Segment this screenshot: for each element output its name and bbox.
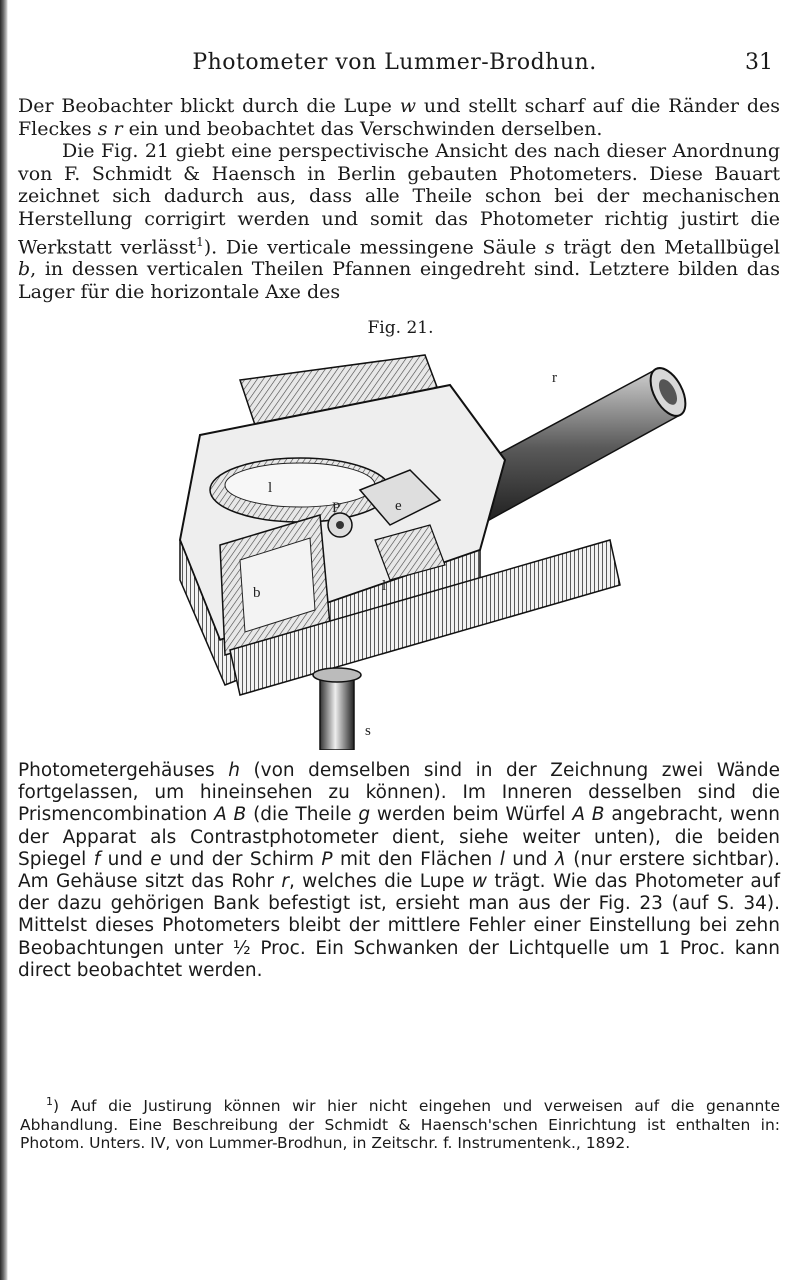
running-title: Photometer von Lummer-Brodhun. — [192, 50, 597, 75]
symbol-h: h — [228, 760, 240, 781]
symbol-ab: A B — [214, 804, 247, 826]
footnote-text: ) Auf die Justirung können wir hier nicht eingehen und verweisen auf die genannte Abhandlung. Eine Beschreibung der Schmidt & Haensch'schen Einrichtung ist enthalten in: Photom. Unters. IV, von Lummer-Brodhun, in Zeitschr. f. Instrumentenk., 1892. — [20, 1097, 780, 1153]
text-run: und — [504, 848, 555, 870]
text-run: ). Die verticale messingene Säule — [203, 235, 546, 258]
figure-21-photometer-illustration — [150, 340, 700, 750]
symbol-ab: A B — [572, 804, 605, 826]
footnote-mark: 1 — [46, 1095, 53, 1108]
column-s — [320, 675, 354, 750]
label-r: r — [552, 370, 557, 386]
label-b: b — [253, 585, 261, 601]
symbol-w: w — [471, 871, 488, 893]
text-run: ein und beobachtet das Verschwinden derselben. — [122, 117, 603, 140]
text-run: Photometergehäuses — [18, 760, 229, 781]
text-run: werden beim Würfel — [370, 804, 573, 826]
book-spine-shadow — [0, 0, 8, 1280]
page-header — [16, 50, 773, 84]
text-run: Die Fig. 21 giebt eine perspectivische Ansicht des nach dieser Anordnung von F. Schmidt & Haensch in Berlin gebauten Photometers. Diese Bauart zeichnet sich dadurch aus, dass alle Theile schon bei der mechanischen Herstellung corrigirt werden und somit das Photometer richtig justirt die Werkstatt verlässt — [18, 140, 780, 258]
text-run: , in dessen verticalen Theilen Pfannen eingedreht sind. Letztere bilden das Lager für die horizontale Axe des — [18, 258, 780, 304]
paragraph-1 — [18, 95, 780, 304]
symbol-s: s — [545, 235, 555, 258]
text-run: und — [100, 848, 151, 870]
text-run: (von demselben sind in der Zeichnung zwei Wände fortgelassen, um hineinsehen zu können). Im Inneren desselben sind die Prismencombination — [18, 760, 780, 826]
text-run: (die Theile — [246, 804, 359, 826]
footnote-reference: 1 — [196, 234, 204, 249]
symbol-r: r — [281, 871, 289, 893]
label-p: P — [332, 500, 341, 516]
symbol-lambda: λ — [554, 848, 566, 870]
text-run: angebracht, wenn der Apparat als Contrastphotometer dient, siehe weiter unten), die beiden Spiegel — [18, 804, 781, 870]
text-run: trägt. Wie das Photometer auf der dazu gehörigen Bank befestigt ist, ersieht man aus der Fig. 23 (auf S. 34). Mittelst dieses Photometers bleibt der mittlere Fehler einer Einstellung bei zehn Beobachtungen unter ½ Proc. Ein Schwanken der Lichtquelle um 1 Proc. kann direct beobachtet werden. — [18, 871, 780, 981]
label-l-upper: l — [268, 480, 273, 496]
footnote-1 — [20, 1093, 780, 1153]
symbol-e: e — [150, 848, 162, 870]
photometer-engraving — [150, 340, 700, 750]
text-run: , welches die Lupe — [288, 871, 472, 893]
text-run: (nur erstere sichtbar). Am Gehäuse sitzt das Rohr — [18, 848, 780, 893]
symbol-p: P — [321, 848, 333, 870]
text-run: mit den Flächen — [332, 848, 500, 870]
symbol-w: w — [399, 95, 417, 117]
text-run: trägt den Metallbügel — [554, 235, 780, 258]
label-l-lower: l — [382, 578, 387, 594]
text-run: und stellt scharf auf die Ränder des Fleckes — [18, 95, 781, 140]
symbol-g: g — [358, 804, 371, 826]
page-number: 31 — [745, 50, 773, 75]
figure-caption: Fig. 21. — [367, 318, 434, 338]
label-s: s — [365, 723, 371, 739]
symbol-f: f — [93, 848, 101, 870]
label-e: e — [395, 498, 402, 514]
paragraph-2 — [18, 760, 780, 982]
symbol-l: l — [499, 848, 505, 870]
text-run: und der Schirm — [161, 848, 322, 870]
text-run: Der Beobachter blickt durch die Lupe — [18, 95, 400, 117]
symbol-b: b — [18, 258, 31, 281]
symbol-sr: s r — [97, 117, 123, 140]
